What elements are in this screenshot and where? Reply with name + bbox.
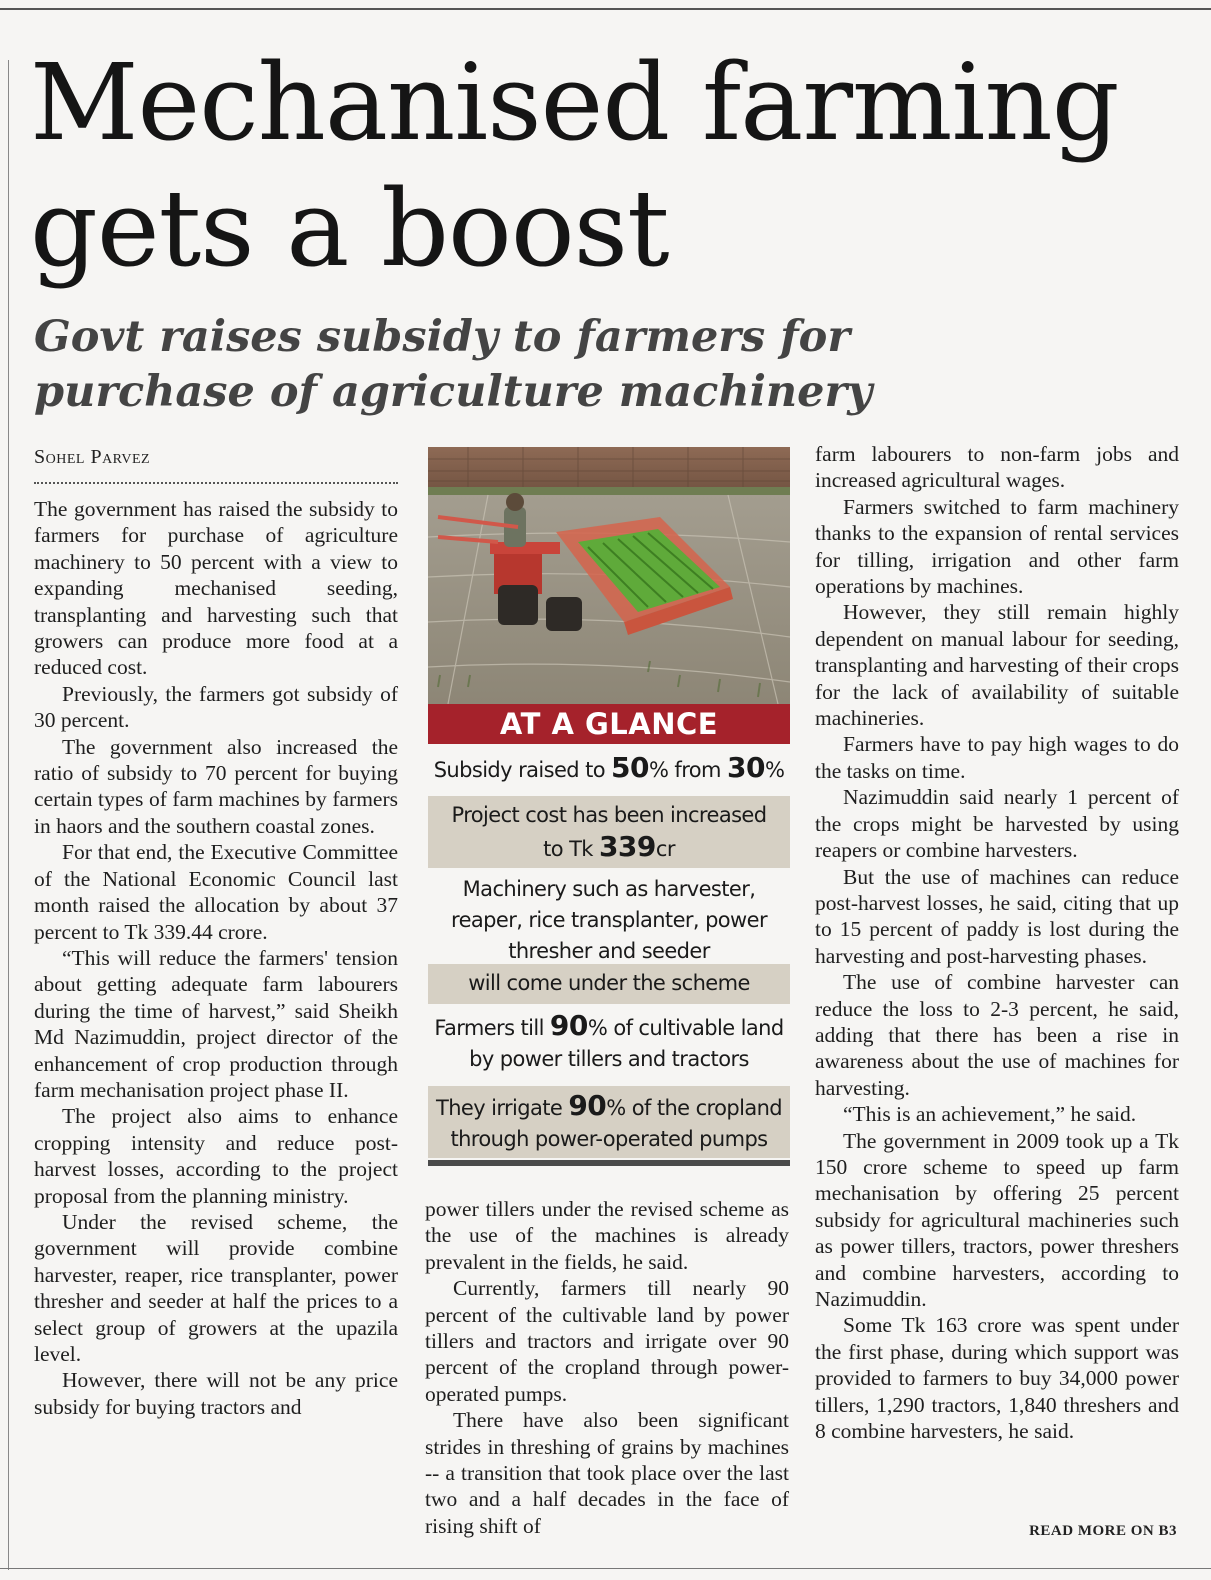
paragraph: However, they still remain highly dependent on manual labour for seeding, transplanting and harvesting of their crops for the lack of availability of suitable machineries. <box>815 600 1179 731</box>
fact-text: Subsidy raised to <box>433 758 612 782</box>
article-column-1 <box>34 496 398 1420</box>
fact-text: to Tk <box>543 837 599 861</box>
byline-divider <box>34 482 398 484</box>
glance-bottom-rule <box>428 1160 790 1166</box>
paragraph: Currently, farmers till nearly 90 percent of the cultivable land by power tillers and tractors and irrigate over 90 percent of the cropland through power-operated pumps. <box>425 1276 789 1406</box>
paragraph: Under the revised scheme, the government will provide combine harvester, reaper, rice transplanter, power thresher and seeder at half the prices to a select group of growers at the upazila level. <box>34 1209 398 1366</box>
paragraph: farm labourers to non-farm jobs and increased agricultural wages. <box>815 442 1179 493</box>
fact-figure: 90 <box>568 1089 607 1122</box>
fact-figure: 90 <box>549 1009 588 1042</box>
article-column-2 <box>425 1196 789 1539</box>
fact-tillage <box>428 1010 790 1082</box>
fact-figure: 339 <box>598 830 656 863</box>
paragraph: There have also been significant strides in threshing of grains by machines -- a transition that took place over the last two and a half decades in the face of rising shift of <box>425 1408 789 1538</box>
paragraph: Farmers have to pay high wages to do the tasks on time. <box>815 732 1179 783</box>
headline: Mechanised farming gets a boost <box>30 41 1119 290</box>
fact-text: Farmers till <box>434 1016 550 1040</box>
byline: Sohel Parvez <box>34 446 151 468</box>
fact-line <box>428 1010 790 1044</box>
fact-line <box>428 831 790 865</box>
paragraph: But the use of machines can reduce post-harvest losses, he said, citing that up to 15 percent of paddy is lost during the harvesting and post-harvesting phases. <box>815 864 1179 968</box>
fact-text: % of cultivable land <box>587 1016 784 1040</box>
rice-transplanter-photo <box>428 447 790 704</box>
paragraph: power tillers under the revised scheme as the use of the machines is already prevalent in the fields, he said. <box>425 1197 789 1274</box>
paragraph: The government has raised the subsidy to farmers for purchase of agriculture machinery to 50 percent with a view to expanding mechanised seeding, transplanting and harvesting such that growers can produce more food at a reduced cost. <box>34 497 398 680</box>
fact-line <box>428 1090 790 1124</box>
paragraph: The government in 2009 took up a Tk 150 crore scheme to speed up farm mechanisation by offering 25 percent subsidy for agricultural machineries such as power tillers, tractors, power threshers and combine harvesters, according to Nazimuddin. <box>815 1128 1179 1311</box>
paragraph: “This is an achievement,” he said. <box>843 1102 1137 1127</box>
paragraph: For that end, the Executive Committee of the National Economic Council last month raised the allocation by about 37 percent to Tk 339.44 crore. <box>34 840 398 944</box>
paragraph: “This will reduce the farmers' tension about getting adequate farm labourers during the time of harvest,” said Sheikh Md Nazimuddin, project director of the enhancement of crop production through farm mechanisation project phase II. <box>34 945 398 1102</box>
fact-text: by power tillers and tractors <box>469 1047 749 1071</box>
fact-text: They irrigate <box>435 1096 569 1120</box>
paragraph: However, there will not be any price subsidy for buying tractors and <box>34 1368 398 1419</box>
fact-text: through power-operated pumps <box>450 1127 768 1151</box>
fact-figure: 50 <box>611 751 649 784</box>
article-column-3 <box>815 441 1179 1444</box>
fact-scheme: will come under the scheme <box>428 964 790 1004</box>
left-rule <box>8 60 9 1570</box>
fact-subsidy <box>428 752 790 792</box>
paragraph: The use of combine harvester can reduce the loss to 2-3 percent, he said, adding that there has been a rise in awareness about the use of machines for harvesting. <box>815 970 1179 1100</box>
fact-irrigation <box>428 1086 790 1158</box>
fact-text: % of the cropland <box>606 1096 783 1120</box>
paragraph: Previously, the farmers got subsidy of 30 percent. <box>34 681 398 733</box>
paragraph: The project also aims to enhance cropping intensity and reduce post-harvest losses, according to the project proposal from the planning ministry. <box>34 1104 398 1208</box>
at-a-glance-banner: AT A GLANCE <box>428 704 790 744</box>
paragraph: The government also increased the ratio of subsidy to 70 percent for buying certain types of farm machines by farmers in haors and the southern coastal zones. <box>34 734 398 838</box>
paragraph: Nazimuddin said nearly 1 percent of the crops might be harvested by using reapers or combine harvesters. <box>815 785 1179 863</box>
paragraph: Some Tk 163 crore was spent under the first phase, during which support was provided to farmers to buy 34,000 power tillers, 1,290 tractors, 1,840 threshers and 8 combine harvesters, he said. <box>815 1313 1179 1444</box>
fact-machinery: Machinery such as harvester, reaper, rice transplanter, power thresher and seeder <box>451 877 767 963</box>
fact-text: Project cost has been increased <box>451 803 767 827</box>
fact-text: % from <box>649 758 727 782</box>
bottom-rule <box>0 1568 1211 1569</box>
fact-text: % <box>764 758 785 782</box>
fact-figure: 30 <box>726 751 765 784</box>
paragraph: Farmers switched to farm machinery thanks to the expansion of rental services for tilling, irrigation and other farm operations by machines. <box>815 494 1179 599</box>
read-more-link[interactable]: READ MORE ON B3 <box>1029 1523 1177 1539</box>
top-rule <box>0 8 1211 10</box>
fact-project-cost <box>428 796 790 868</box>
subheadline: Govt raises subsidy to farmers for purchase of agriculture machinery <box>34 312 873 417</box>
fact-text: cr <box>655 837 675 861</box>
